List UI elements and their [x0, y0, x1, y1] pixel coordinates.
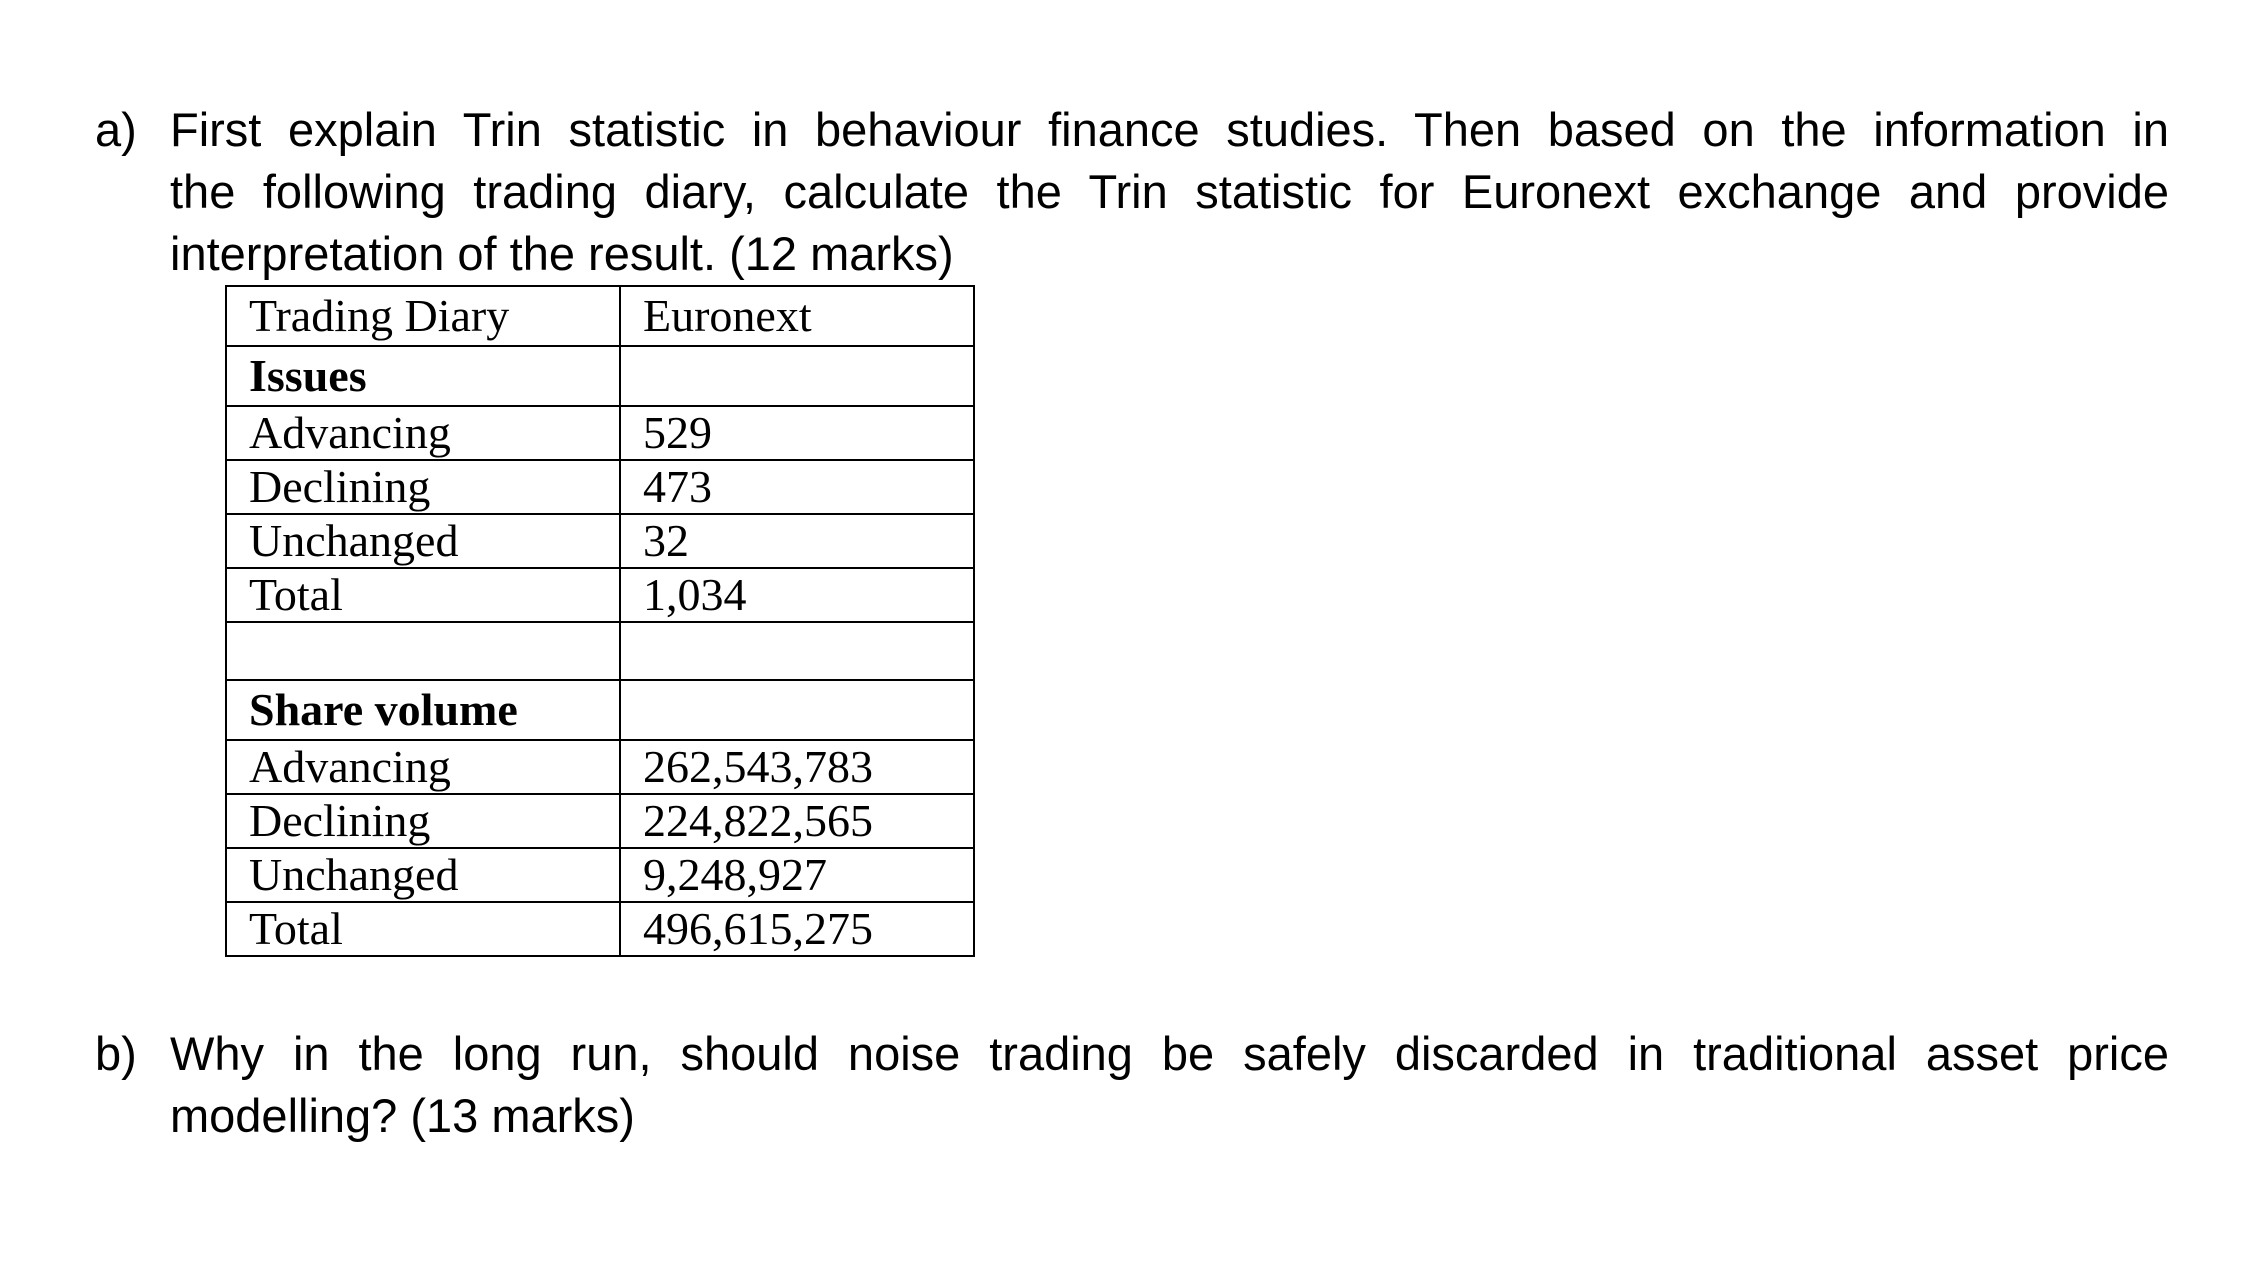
question-b — [95, 1023, 2169, 1147]
blank-row — [226, 622, 974, 680]
table-header-row — [226, 286, 974, 346]
row-value: 9,248,927 — [620, 848, 974, 902]
table-row — [226, 460, 974, 514]
row-value: 1,034 — [620, 568, 974, 622]
question-b-label: b) — [95, 1027, 137, 1080]
row-label: Advancing — [226, 740, 620, 794]
empty-cell — [620, 346, 974, 406]
question-a-line: interpretation of the result. (12 marks) — [170, 227, 954, 280]
section-row-issues — [226, 346, 974, 406]
question-a-line: the following trading diary, calculate the Trin statistic for Euronext exchange and provide — [170, 165, 2169, 218]
empty-cell — [620, 622, 974, 680]
question-b-line: modelling? (13 marks) — [170, 1089, 635, 1142]
question-a — [95, 99, 2169, 285]
row-label: Declining — [226, 460, 620, 514]
question-a-line: First explain Trin statistic in behaviour finance studies. Then based on the information in — [170, 103, 2169, 156]
section-heading-issues: Issues — [226, 346, 620, 406]
table-row — [226, 568, 974, 622]
row-value: 496,615,275 — [620, 902, 974, 956]
table-row — [226, 794, 974, 848]
section-row-share-volume — [226, 680, 974, 740]
row-label: Unchanged — [226, 848, 620, 902]
table-row — [226, 902, 974, 956]
row-label: Advancing — [226, 406, 620, 460]
table-row — [226, 514, 974, 568]
row-value: 32 — [620, 514, 974, 568]
header-cell-trading-diary: Trading Diary — [226, 286, 620, 346]
row-value: 473 — [620, 460, 974, 514]
row-value: 529 — [620, 406, 974, 460]
table-row — [226, 740, 974, 794]
section-heading-share-volume: Share volume — [226, 680, 620, 740]
row-label: Total — [226, 568, 620, 622]
table-row — [226, 406, 974, 460]
row-label: Declining — [226, 794, 620, 848]
empty-cell — [226, 622, 620, 680]
question-a-label: a) — [95, 103, 137, 156]
question-b-line: Why in the long run, should noise trading be safely discarded in traditional asset price — [170, 1027, 2169, 1080]
row-value: 262,543,783 — [620, 740, 974, 794]
trading-diary-table — [225, 285, 975, 957]
question-a-text — [170, 99, 2169, 285]
header-cell-euronext: Euronext — [620, 286, 974, 346]
table-row — [226, 848, 974, 902]
row-value: 224,822,565 — [620, 794, 974, 848]
row-label: Unchanged — [226, 514, 620, 568]
empty-cell — [620, 680, 974, 740]
question-b-text — [170, 1023, 2169, 1147]
row-label: Total — [226, 902, 620, 956]
